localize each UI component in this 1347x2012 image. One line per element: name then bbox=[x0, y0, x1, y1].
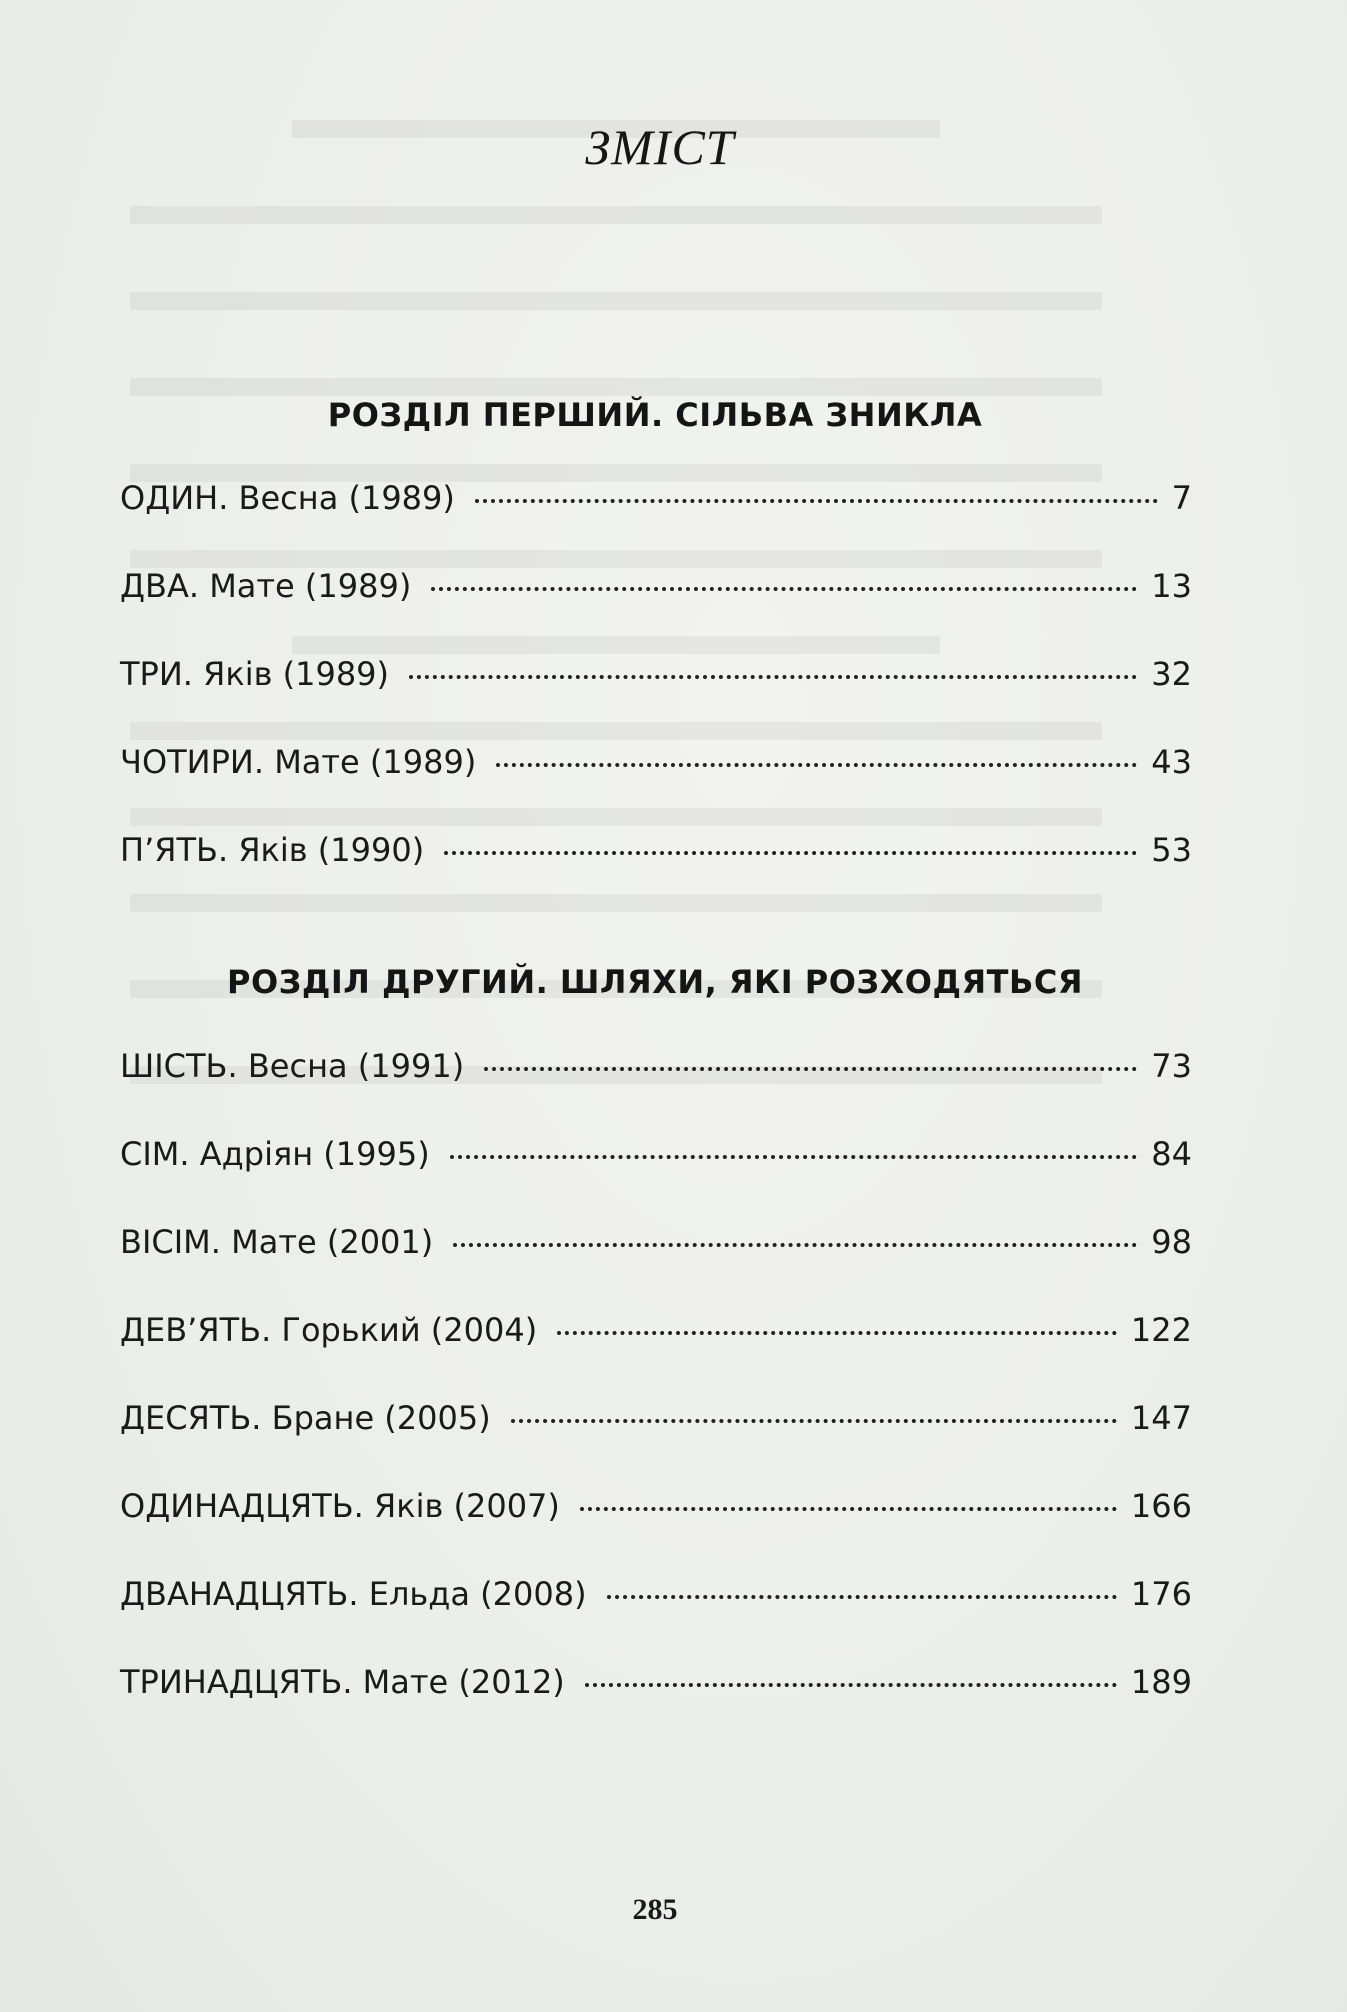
toc-entry-page: 147 bbox=[1130, 1399, 1192, 1437]
toc-entry-page: 166 bbox=[1130, 1487, 1192, 1525]
toc-entry-label: П’ЯТЬ. Яків (1990) bbox=[120, 831, 425, 869]
page-number: 285 bbox=[632, 1893, 678, 1926]
dot-leader bbox=[557, 1331, 1117, 1335]
toc-entry[interactable] bbox=[120, 1487, 1192, 1575]
dot-leader bbox=[511, 1419, 1117, 1423]
toc-entry[interactable] bbox=[120, 831, 1192, 919]
toc-entry[interactable] bbox=[120, 655, 1192, 743]
toc-entry-page: 43 bbox=[1151, 743, 1192, 781]
dot-leader bbox=[444, 851, 1137, 855]
toc-list-section-2 bbox=[120, 1047, 1192, 1751]
dot-leader bbox=[607, 1595, 1117, 1599]
dot-leader bbox=[496, 763, 1137, 767]
toc-entry-label: ШІСТЬ. Весна (1991) bbox=[120, 1047, 465, 1085]
toc-entry-page: 189 bbox=[1130, 1663, 1192, 1701]
dot-leader bbox=[409, 675, 1137, 679]
toc-entry-label: ВІСІМ. Мате (2001) bbox=[120, 1223, 434, 1261]
toc-entry[interactable] bbox=[120, 479, 1192, 567]
toc-entry[interactable] bbox=[120, 1575, 1192, 1663]
toc-entry-page: 84 bbox=[1151, 1135, 1192, 1173]
section-heading-1: РОЗДІЛ ПЕРШИЙ. СІЛЬВА ЗНИКЛА bbox=[327, 396, 983, 434]
dot-leader bbox=[475, 499, 1158, 503]
toc-entry-label: ДЕВ’ЯТЬ. Горький (2004) bbox=[120, 1311, 538, 1349]
toc-entry[interactable] bbox=[120, 1135, 1192, 1223]
page-title: ЗМІСТ bbox=[585, 119, 735, 175]
toc-entry-page: 176 bbox=[1130, 1575, 1192, 1613]
toc-entry-page: 98 bbox=[1151, 1223, 1192, 1261]
toc-entry-page: 32 bbox=[1151, 655, 1192, 693]
dot-leader bbox=[484, 1067, 1137, 1071]
dot-leader bbox=[453, 1243, 1137, 1247]
toc-entry-label: ОДИНАДЦЯТЬ. Яків (2007) bbox=[120, 1487, 560, 1525]
toc-entry-label: ТРИНАДЦЯТЬ. Мате (2012) bbox=[120, 1663, 565, 1701]
toc-entry-label: ТРИ. Яків (1989) bbox=[120, 655, 390, 693]
toc-entry[interactable] bbox=[120, 567, 1192, 655]
toc-entry[interactable] bbox=[120, 1663, 1192, 1751]
toc-entry-label: ЧОТИРИ. Мате (1989) bbox=[120, 743, 477, 781]
toc-entry-page: 13 bbox=[1151, 567, 1192, 605]
dot-leader bbox=[450, 1155, 1138, 1159]
toc-entry[interactable] bbox=[120, 1399, 1192, 1487]
dot-leader bbox=[580, 1507, 1117, 1511]
toc-entry-label: ДЕСЯТЬ. Бране (2005) bbox=[120, 1399, 491, 1437]
toc-entry-label: ДВАНАДЦЯТЬ. Ельда (2008) bbox=[120, 1575, 587, 1613]
toc-entry[interactable] bbox=[120, 743, 1192, 831]
toc-entry-page: 53 bbox=[1151, 831, 1192, 869]
toc-list-section-1 bbox=[120, 479, 1192, 919]
toc-entry-label: ОДИН. Весна (1989) bbox=[120, 479, 455, 517]
toc-entry-page: 73 bbox=[1151, 1047, 1192, 1085]
section-heading-2: РОЗДІЛ ДРУГИЙ. ШЛЯХИ, ЯКІ РОЗХОДЯТЬСЯ bbox=[227, 963, 1083, 1001]
dot-leader bbox=[431, 587, 1137, 591]
toc-entry-page: 122 bbox=[1130, 1311, 1192, 1349]
toc-entry[interactable] bbox=[120, 1047, 1192, 1135]
toc-entry-label: СІМ. Адріян (1995) bbox=[120, 1135, 430, 1173]
dot-leader bbox=[585, 1683, 1117, 1687]
toc-entry[interactable] bbox=[120, 1311, 1192, 1399]
toc-entry[interactable] bbox=[120, 1223, 1192, 1311]
toc-entry-label: ДВА. Мате (1989) bbox=[120, 567, 412, 605]
toc-entry-page: 7 bbox=[1171, 479, 1192, 517]
